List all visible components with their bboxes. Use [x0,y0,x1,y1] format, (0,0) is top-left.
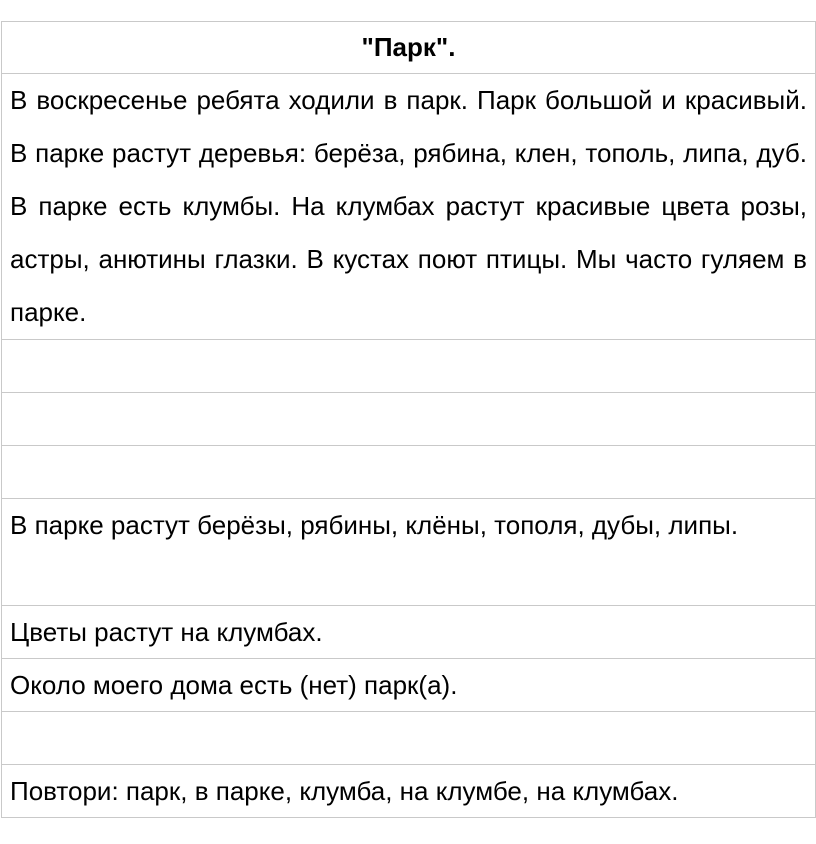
empty-row [2,712,815,765]
empty-row [2,393,815,446]
story-text: В воскресенье ребята ходили в парк. Парк большой и красивый. В парке растут деревья: берёза, рябина, клен, тополь, липа, дуб. В парке есть клумбы. На клумбах растут красивые цвета розы, астры, анютины глазки. В кустах поют птицы. Мы часто гуляем в парке. [2,74,815,340]
answer-trees: В парке растут берёзы, рябины, клёны, тополя, дубы, липы. [2,499,815,606]
answer-near-home: Около моего дома есть (нет) парк(а). [2,659,815,712]
empty-row [2,446,815,499]
answer-flowers: Цветы растут на клумбах. [2,606,815,659]
worksheet-table [1,21,816,818]
worksheet-title: "Парк". [2,22,815,74]
empty-row [2,340,815,393]
repeat-words: Повтори: парк, в парке, клумба, на клумбе, на клумбах. [2,765,815,818]
